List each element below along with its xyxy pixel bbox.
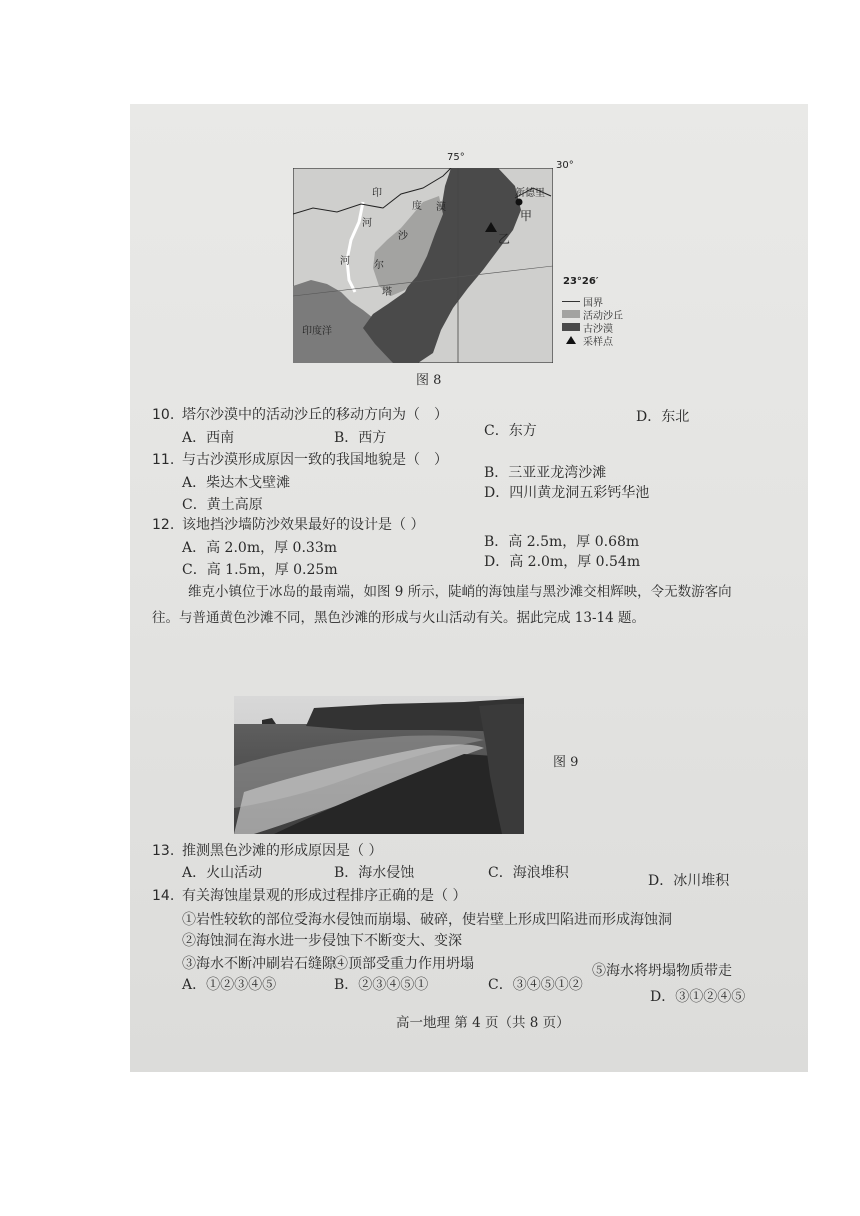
sample-point-jia	[516, 199, 523, 206]
map-label-river1: 河	[362, 218, 372, 229]
option-c: C．高 1.5m，厚 0.25m	[182, 562, 338, 578]
lat-mid-label: 23°26′	[563, 276, 599, 287]
legend-dark-symbol	[562, 323, 580, 331]
question-number: 13.	[152, 843, 175, 859]
legend-label: 采样点	[583, 337, 613, 348]
triangle-icon	[566, 336, 576, 344]
option-a: A．火山活动	[182, 865, 263, 881]
passage-line1: 维克小镇位于冰岛的最南端，如图 9 所示，陡峭的海蚀崖与黑沙滩交相辉映，令无数游客向	[188, 584, 732, 600]
lon-label: 75°	[447, 152, 465, 163]
map-label-desert3: 漠	[436, 202, 446, 213]
option-d: D．东北	[636, 409, 690, 425]
process-item: ②海蚀洞在海水进一步侵蚀下不断变大、变深	[182, 933, 462, 949]
figure8-caption: 图 8	[416, 373, 442, 388]
map-label-jia: 甲	[520, 209, 533, 223]
option-a: A．高 2.0m，厚 0.33m	[182, 540, 337, 556]
option-d: D．③①②④⑤	[650, 989, 746, 1005]
option-d: D．高 2.0m，厚 0.54m	[484, 554, 641, 570]
map-label-city: 新德里	[515, 188, 545, 199]
map-label-desert2: 尔	[374, 260, 384, 271]
option-a: A．西南	[182, 430, 235, 446]
option-b: B．西方	[334, 430, 387, 446]
question-stem: 与古沙漠形成原因一致的我国地貌是（ ）	[182, 452, 448, 468]
page-footer: 高一地理 第 4 页（共 8 页）	[396, 1015, 570, 1031]
option-c: C．海浪堆积	[488, 865, 569, 881]
process-item: ③海水不断冲刷岩石缝隙	[182, 956, 336, 972]
question-number: 14.	[152, 888, 175, 904]
passage-line2: 往。与普通黄色沙滩不同，黑色沙滩的形成与火山活动有关。据此完成 13-14 题。	[152, 610, 645, 626]
option-b: B．②③④⑤①	[334, 977, 429, 993]
legend-label: 古沙漠	[583, 324, 613, 335]
option-c: C．黄土高原	[182, 497, 263, 513]
lat-top-label: 30°	[556, 160, 574, 171]
option-b: B．海水侵蚀	[334, 865, 415, 881]
option-a: A．柴达木戈壁滩	[182, 475, 291, 491]
option-c: C．东方	[484, 423, 537, 439]
legend-line-symbol	[562, 301, 580, 302]
question-stem: 该地挡沙墙防沙效果最好的设计是（ ）	[182, 517, 425, 533]
legend-label: 国界	[583, 298, 603, 309]
map-label-india2: 度	[412, 201, 422, 212]
process-item: ④顶部受重力作用坍塌	[334, 956, 474, 972]
figure8-map	[293, 168, 553, 363]
map-label-desert4: 塔	[382, 287, 392, 298]
map-label-india: 印	[372, 188, 382, 199]
question-number: 10.	[152, 407, 175, 423]
question-number: 12.	[152, 517, 175, 533]
option-d: D．四川黄龙洞五彩钙华池	[484, 485, 650, 501]
figure9-caption: 图 9	[553, 755, 579, 770]
question-number: 11.	[152, 452, 175, 468]
process-item: ⑤海水将坍塌物质带走	[592, 963, 732, 979]
figure9-photo	[234, 696, 524, 834]
legend-label: 活动沙丘	[583, 311, 623, 322]
question-stem: 塔尔沙漠中的活动沙丘的移动方向为（ ）	[182, 407, 448, 423]
option-a: A．①②③④⑤	[182, 977, 277, 993]
option-b: B．高 2.5m，厚 0.68m	[484, 534, 640, 550]
option-d: D．冰川堆积	[648, 873, 730, 889]
map-label-yi: 乙	[498, 232, 511, 246]
map-label-river2: 河	[340, 256, 350, 267]
question-stem: 推测黑色沙滩的形成原因是（ ）	[182, 843, 383, 859]
process-item: ①岩性较软的部位受海水侵蚀而崩塌、破碎，使岩壁上形成凹陷进而形成海蚀洞	[182, 912, 672, 928]
question-stem: 有关海蚀崖景观的形成过程排序正确的是（ ）	[182, 888, 467, 904]
map-label-desert1: 沙	[398, 231, 408, 242]
option-b: B．三亚亚龙湾沙滩	[484, 465, 607, 481]
legend-light-symbol	[562, 310, 580, 318]
option-c: C．③④⑤①②	[488, 977, 583, 993]
map-label-ocean: 印度洋	[302, 326, 332, 337]
